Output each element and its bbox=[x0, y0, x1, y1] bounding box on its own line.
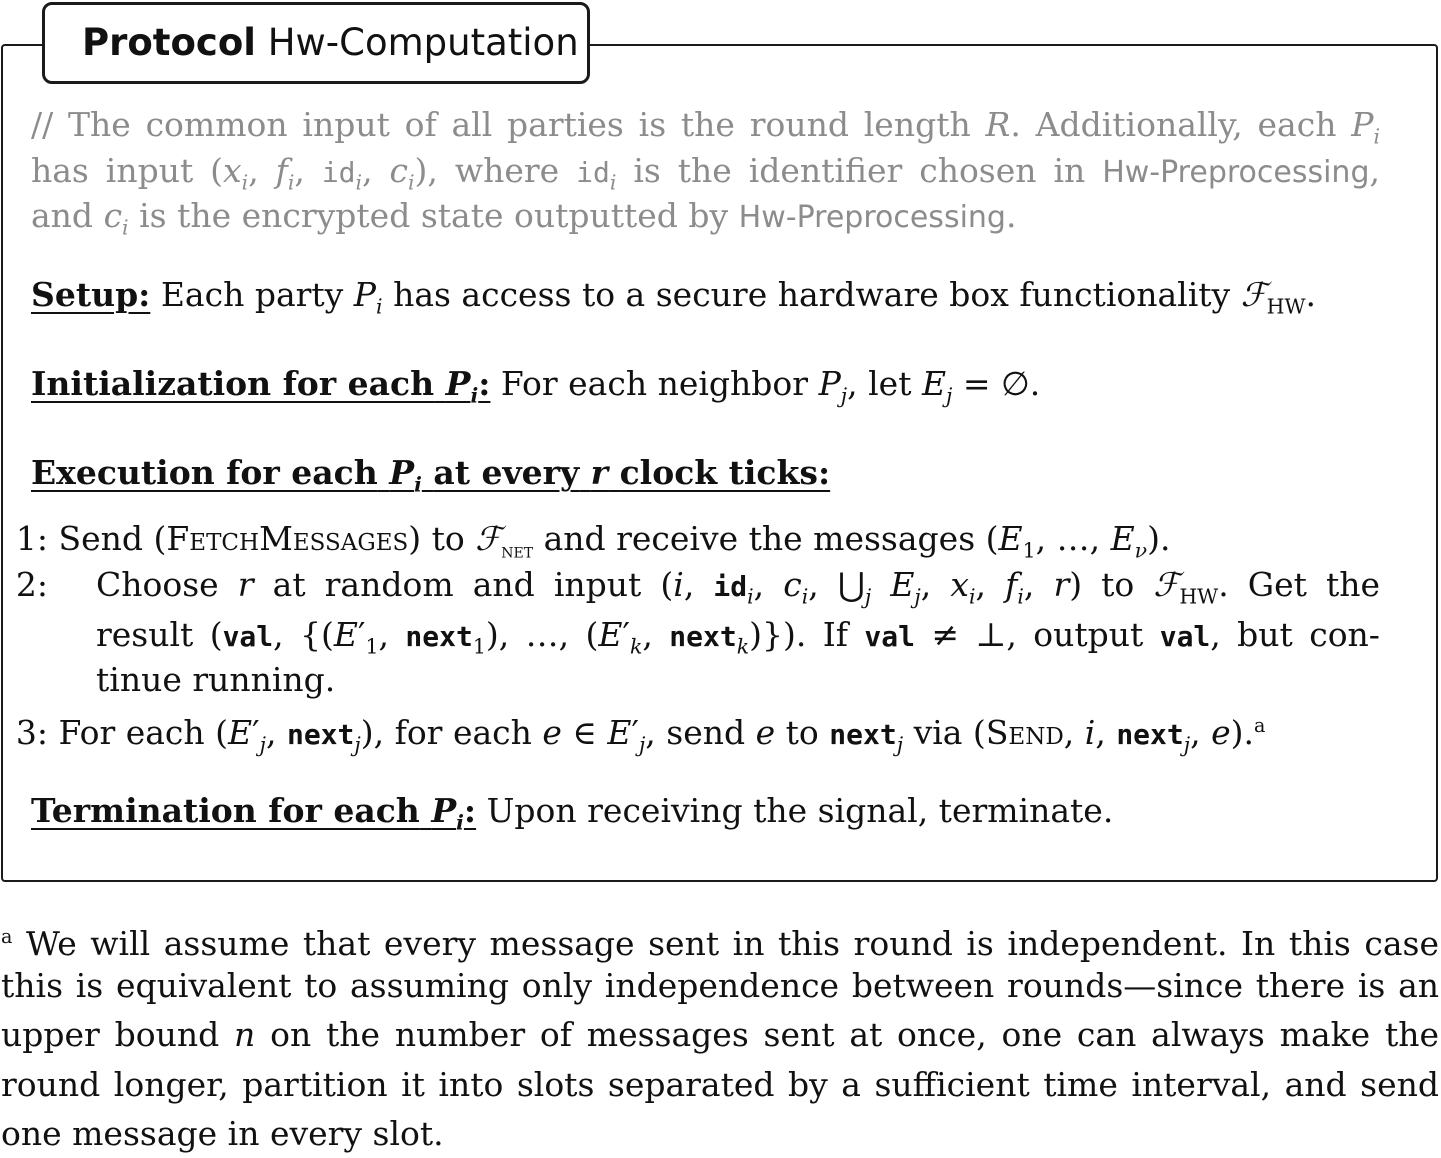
setup-paragraph: Setup: Each party $P_i$ has access to a secure hardware box functionality ℱ$_{HW}$. bbox=[31, 275, 1316, 319]
termination-paragraph: Termination for each $P_i$: Upon receiving the signal, terminate. bbox=[31, 791, 1114, 835]
execution-step-3: 3: For each ($E'_j$, next$_j$), for each e ∈ $E'_j$, send e to next$_j$ via (Send, i, next$_j$, e).$^a$ bbox=[15, 713, 1266, 757]
protocol-title-bold: Protocol bbox=[82, 21, 256, 64]
fetch-messages-command: FetchMessages bbox=[166, 519, 409, 558]
footnote-line-5: one message in every slot. bbox=[1, 1114, 444, 1153]
termination-heading: Termination for each $P_i$: bbox=[31, 791, 477, 835]
initialization-paragraph: Initialization for each $P_i$: For each neighbor $P_j$, let $E_j$ = ∅. bbox=[31, 364, 1041, 408]
ref-hw-preprocessing-2: Hw-Preprocessing bbox=[738, 200, 1006, 235]
comment-line-2: has input ($x_i$, $f_i$, $id_i$, $c_i$), where $id_i$ is the identifier chosen in Hw-Preprocessing, bbox=[31, 151, 1380, 195]
send-command: Send bbox=[985, 713, 1064, 752]
footnote-line-4: round longer, partition it into slots separated by a sufficient time interval, and send bbox=[1, 1065, 1439, 1104]
execution-step-1: 1: Send (FetchMessages) to ℱ$_{net}$ and receive the messages ($E_1$, …, $E_\nu$). bbox=[15, 519, 1171, 563]
ref-hw-preprocessing: Hw-Preprocessing bbox=[1102, 155, 1370, 190]
execution-step-2-line-3: tinue running. bbox=[96, 660, 336, 699]
protocol-title-name: Hw-Computation bbox=[267, 21, 579, 64]
footnote-line-3: upper bound n on the number of messages sent at once, one can always make the bbox=[1, 1015, 1440, 1054]
execution-step-2-line-2: result (val, {($E'_1$, next$_1$), …, ($E'_k$, next$_k$)}). If val ≠ ⊥, output val, but con- bbox=[96, 615, 1380, 659]
execution-step-2-line-1: Choose r at random and input (i, $id_i$, $c_i$, $⋃_j$ $E_j$, $x_i$, $f_i$, r) to ℱ$_{HW}$. Get the bbox=[96, 565, 1381, 609]
initialization-heading: Initialization for each $P_i$: bbox=[31, 364, 491, 408]
comment-line-3: and $c_i$ is the encrypted state outputted by Hw-Preprocessing. bbox=[31, 196, 1017, 240]
footnote-line-2: this is equivalent to assuming only independence between rounds—since there is an bbox=[1, 966, 1439, 1005]
footnote-marker: a bbox=[1253, 714, 1266, 737]
setup-heading: Setup: bbox=[31, 275, 151, 314]
execution-step-2: 2: bbox=[15, 565, 48, 604]
protocol-title bbox=[42, 2, 590, 84]
execution-heading: Execution for each $P_i$ at every r clock ticks: bbox=[31, 453, 831, 497]
footnote-label: a bbox=[1, 925, 13, 948]
comment-line-1: // The common input of all parties is the round length R. Additionally, each $P_i$ bbox=[31, 105, 1380, 149]
footnote-line-1: $^a$ We will assume that every message sent in this round is independent. In this case bbox=[1, 924, 1439, 963]
